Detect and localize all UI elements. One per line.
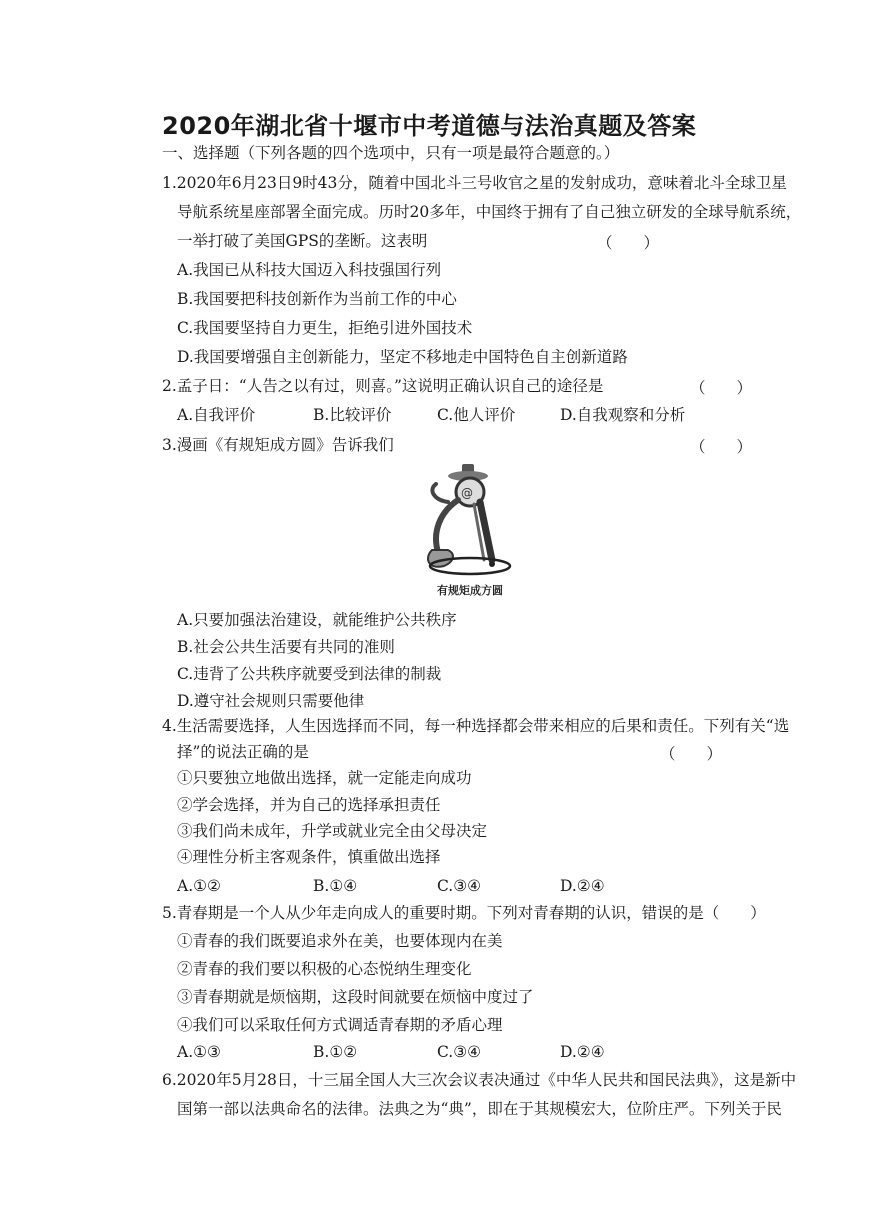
section-heading: 一、选择题（下列各题的四个选项中，只有一项是最符合题意的。） <box>162 144 620 162</box>
q4-stem-line2: 择”的说法正确的是 <box>177 743 309 761</box>
q5-stem: 5.青春期是一个人从少年走向成人的重要时期。下列对青春期的认识，错误的是（ ） <box>162 904 766 922</box>
q5-statement-2: ②青春的我们要以积极的心态悦纳生理变化 <box>177 960 472 978</box>
q5-option-c: C.③④ <box>437 1043 482 1061</box>
q1-stem-line3: 一举打破了美国GPS的垄断。这表明 <box>177 232 428 250</box>
q2-answer-paren: （ ） <box>690 379 753 397</box>
q4-statement-4: ④理性分析主客观条件，慎重做出选择 <box>177 848 441 866</box>
q4-option-a: A.①② <box>177 877 221 895</box>
q4-stem-line1: 4.生活需要选择，人生因选择而不同，每一种选择都会带来相应的后果和责任。下列有关“选 <box>162 717 790 735</box>
document-title: 2020年湖北省十堰市中考道德与法治真题及答案 <box>162 112 697 140</box>
q2-options-row <box>0 405 869 425</box>
q3-option-a: A.只要加强法治建设，就能维护公共秩序 <box>177 611 457 629</box>
q1-stem-line2: 导航系统星座部署全面完成。历时20多年，中国终于拥有了自己独立研发的全球导航系统， <box>177 203 802 221</box>
q3-option-c: C.违背了公共秩序就要受到法律的制裁 <box>177 665 442 683</box>
q2-stem: 2.孟子日：“人告之以有过，则喜。”这说明正确认识自己的途径是 <box>162 377 604 395</box>
q4-answer-paren: （ ） <box>660 745 723 763</box>
q2-option-b: B.比较评价 <box>313 406 392 424</box>
q4-option-d: D.②④ <box>560 877 605 895</box>
q3-answer-paren: （ ） <box>690 438 753 456</box>
q1-option-a: A.我国已从科技大国迈入科技强国行列 <box>177 261 442 279</box>
q5-statement-4: ④我们可以采取任何方式调适青春期的矛盾心理 <box>177 1016 503 1034</box>
q5-statement-1: ①青春的我们既要追求外在美，也要体现内在美 <box>177 932 503 950</box>
q1-stem-line1: 1.2020年6月23日9时43分，随着中国北斗三号收官之星的发射成功，意味着北斗全球卫星 <box>162 174 787 192</box>
q5-option-b: B.①② <box>313 1043 358 1061</box>
q3-stem: 3.漫画《有规矩成方圆》告诉我们 <box>162 436 394 454</box>
q3-option-d: D.遵守社会规则只需要他律 <box>177 692 365 710</box>
q6-stem-line2: 国第一部以法典命名的法律。法典之为“典”，即在于其规模宏大，位阶庄严。下列关于民 <box>177 1100 782 1118</box>
q4-statement-2: ②学会选择，并为自己的选择承担责任 <box>177 796 441 814</box>
q1-option-d: D.我国要增强自主创新能力，坚定不移地走中国特色自主创新道路 <box>177 348 628 366</box>
q1-option-c: C.我国要坚持自力更生，拒绝引进外国技术 <box>177 319 473 337</box>
cartoon-caption: 有规矩成方圆 <box>437 584 503 597</box>
q4-option-c: C.③④ <box>437 877 482 895</box>
svg-text:@: @ <box>461 486 473 500</box>
q1-answer-paren: （ ） <box>597 234 660 252</box>
compass-cartoon-illustration <box>418 462 522 600</box>
q1-option-b: B.我国要把科技创新作为当前工作的中心 <box>177 290 457 308</box>
q5-option-d: D.②④ <box>560 1043 605 1061</box>
q2-option-a: A.自我评价 <box>177 406 256 424</box>
q5-statement-3: ③青春期就是烦恼期，这段时间就要在烦恼中度过了 <box>177 988 534 1006</box>
q2-option-c: C.他人评价 <box>437 406 516 424</box>
q4-statement-1: ①只要独立地做出选择，就一定能走向成功 <box>177 769 472 787</box>
q3-option-b: B.社会公共生活要有共同的准则 <box>177 638 395 656</box>
q4-option-b: B.①④ <box>313 877 358 895</box>
q4-options-row <box>0 876 869 896</box>
compass-left-leg <box>436 500 458 552</box>
q5-option-a: A.①③ <box>177 1043 221 1061</box>
q2-option-d: D.自我观察和分析 <box>560 406 686 424</box>
q6-stem-line1: 6.2020年5月28日，十三届全国人大三次会议表决通过《中华人民共和国民法典》，这是新中 <box>162 1071 797 1089</box>
q5-options-row <box>0 1042 869 1062</box>
q4-statement-3: ③我们尚未成年，升学或就业完全由父母决定 <box>177 822 488 840</box>
